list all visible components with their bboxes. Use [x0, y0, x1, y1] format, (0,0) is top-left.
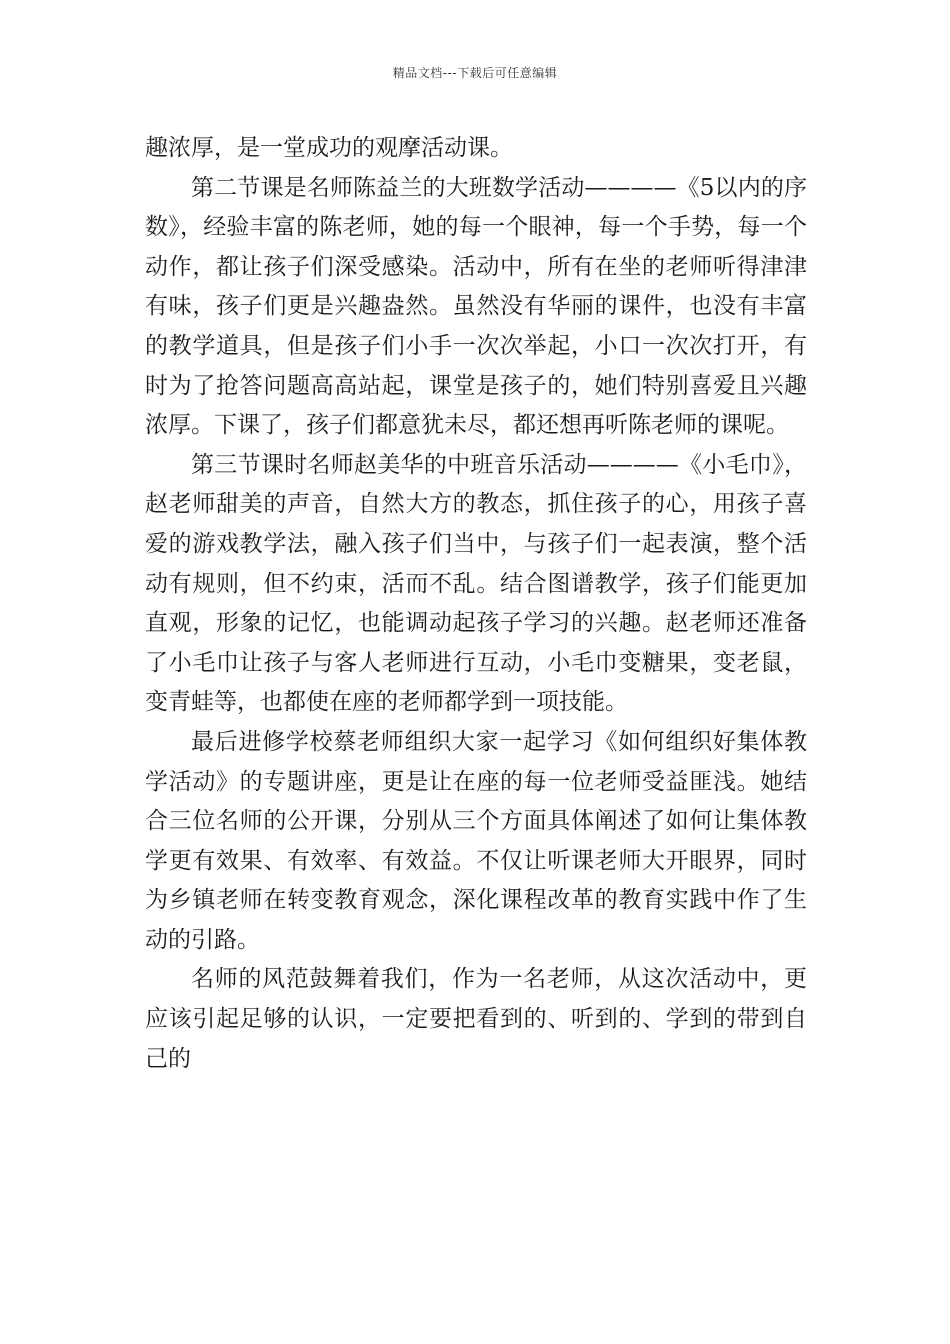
paragraph-4: 最后进修学校蔡老师组织大家一起学习《如何组织好集体教学活动》的专题讲座，更是让在座的每一位老师受益匪浅。她结合三位名师的公开课，分别从三个方面具体阐述了如何让集体教学更有效果、有效率、有效益。不仅让听课老师大开眼界，同时为乡镇老师在转变教育观念，深化课程改革的教育实践中作了生动的引路。: [145, 728, 807, 953]
paragraph-5: 名师的风范鼓舞着我们，作为一名老师，从这次活动中，更应该引起足够的认识，一定要把看到的、听到的、学到的带到自己的: [145, 966, 807, 1072]
paragraph-1: 趣浓厚，是一堂成功的观摩活动课。: [145, 135, 513, 161]
paragraph-2: 第二节课是名师陈益兰的大班数学活动————《5以内的序数》，经验丰富的陈老师，她的每一个眼神，每一个手势，每一个动作，都让孩子们深受感染。活动中，所有在坐的老师听得津津有味，孩子们更是兴趣盎然。虽然没有华丽的课件，也没有丰富的教学道具，但是孩子们小手一次次举起，小口一次次打开，有时为了抢答问题高高站起，课堂是孩子的，她们特别喜爱且兴趣浓厚。下课了，孩子们都意犹未尽，都还想再听陈老师的课呢。: [145, 174, 807, 439]
document-body: [145, 129, 807, 1079]
paragraph-3: 第三节课时名师赵美华的中班音乐活动————《小毛巾》，赵老师甜美的声音，自然大方的教态，抓住孩子的心，用孩子喜爱的游戏教学法，融入孩子们当中，与孩子们一起表演，整个活动有规则，但不约束，活而不乱。结合图谱教学，孩子们能更加直观，形象的记忆，也能调动起孩子学习的兴趣。赵老师还准备了小毛巾让孩子与客人老师进行互动，小毛巾变糖果，变老鼠，变青蛙等，也都使在座的老师都学到一项技能。: [145, 451, 807, 716]
page-header: 精品文档---下载后可任意编辑: [392, 66, 558, 80]
